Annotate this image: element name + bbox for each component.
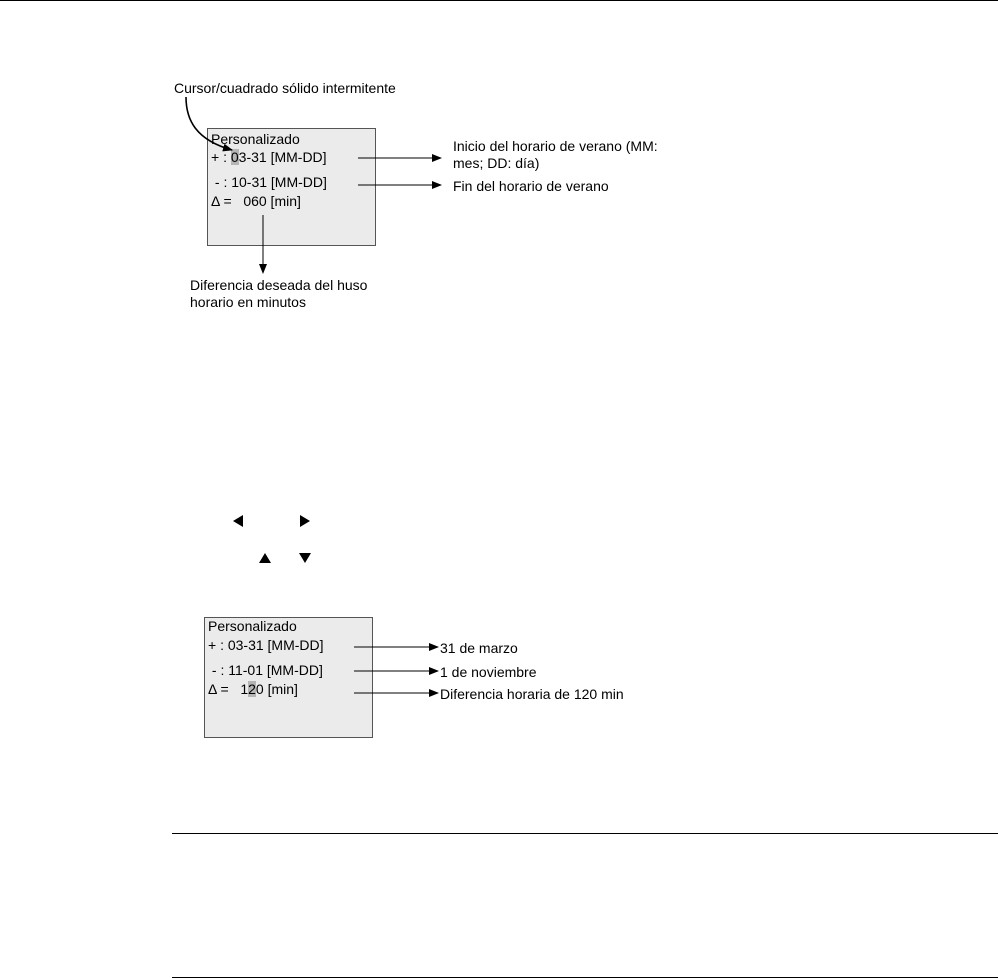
lcd-line-end: - : 10-31 [MM-DD] xyxy=(211,174,327,190)
lcd-line-start-rest: 3-31 [MM-DD] xyxy=(238,149,327,165)
callout-difference: Diferencia horaria de 120 min xyxy=(440,686,624,702)
callout-diff-line1: Diferencia deseada del huso xyxy=(190,277,368,293)
blinking-cursor: 0 xyxy=(230,149,239,165)
callout-start-line1: Inicio del horario de verano (MM: xyxy=(453,138,658,154)
lcd-title: Personalizado xyxy=(211,131,300,147)
cursor-label: Cursor/cuadrado sólido intermitente xyxy=(174,80,396,96)
lcd-line-start-prefix: + : xyxy=(211,149,231,165)
lcd-line-delta-rest: 0 [min] xyxy=(255,681,298,697)
lcd-line-delta-prefix: Δ = 1 xyxy=(208,681,249,697)
lcd-line-delta: Δ = 060 [min] xyxy=(211,193,301,209)
callout-diff-line2: horario en minutos xyxy=(190,294,306,310)
lcd-line-start: + : 03-31 [MM-DD] xyxy=(208,637,324,653)
callout-end: Fin del horario de verano xyxy=(453,178,609,194)
blinking-cursor: 2 xyxy=(248,681,256,697)
callout-start-line2: mes; DD: día) xyxy=(453,155,540,171)
cursor-arrow xyxy=(186,97,232,150)
lcd-title: Personalizado xyxy=(208,618,297,634)
callout-march: 31 de marzo xyxy=(440,640,518,656)
lcd-line-end: - : 11-01 [MM-DD] xyxy=(208,662,323,678)
callout-november: 1 de noviembre xyxy=(440,664,537,680)
